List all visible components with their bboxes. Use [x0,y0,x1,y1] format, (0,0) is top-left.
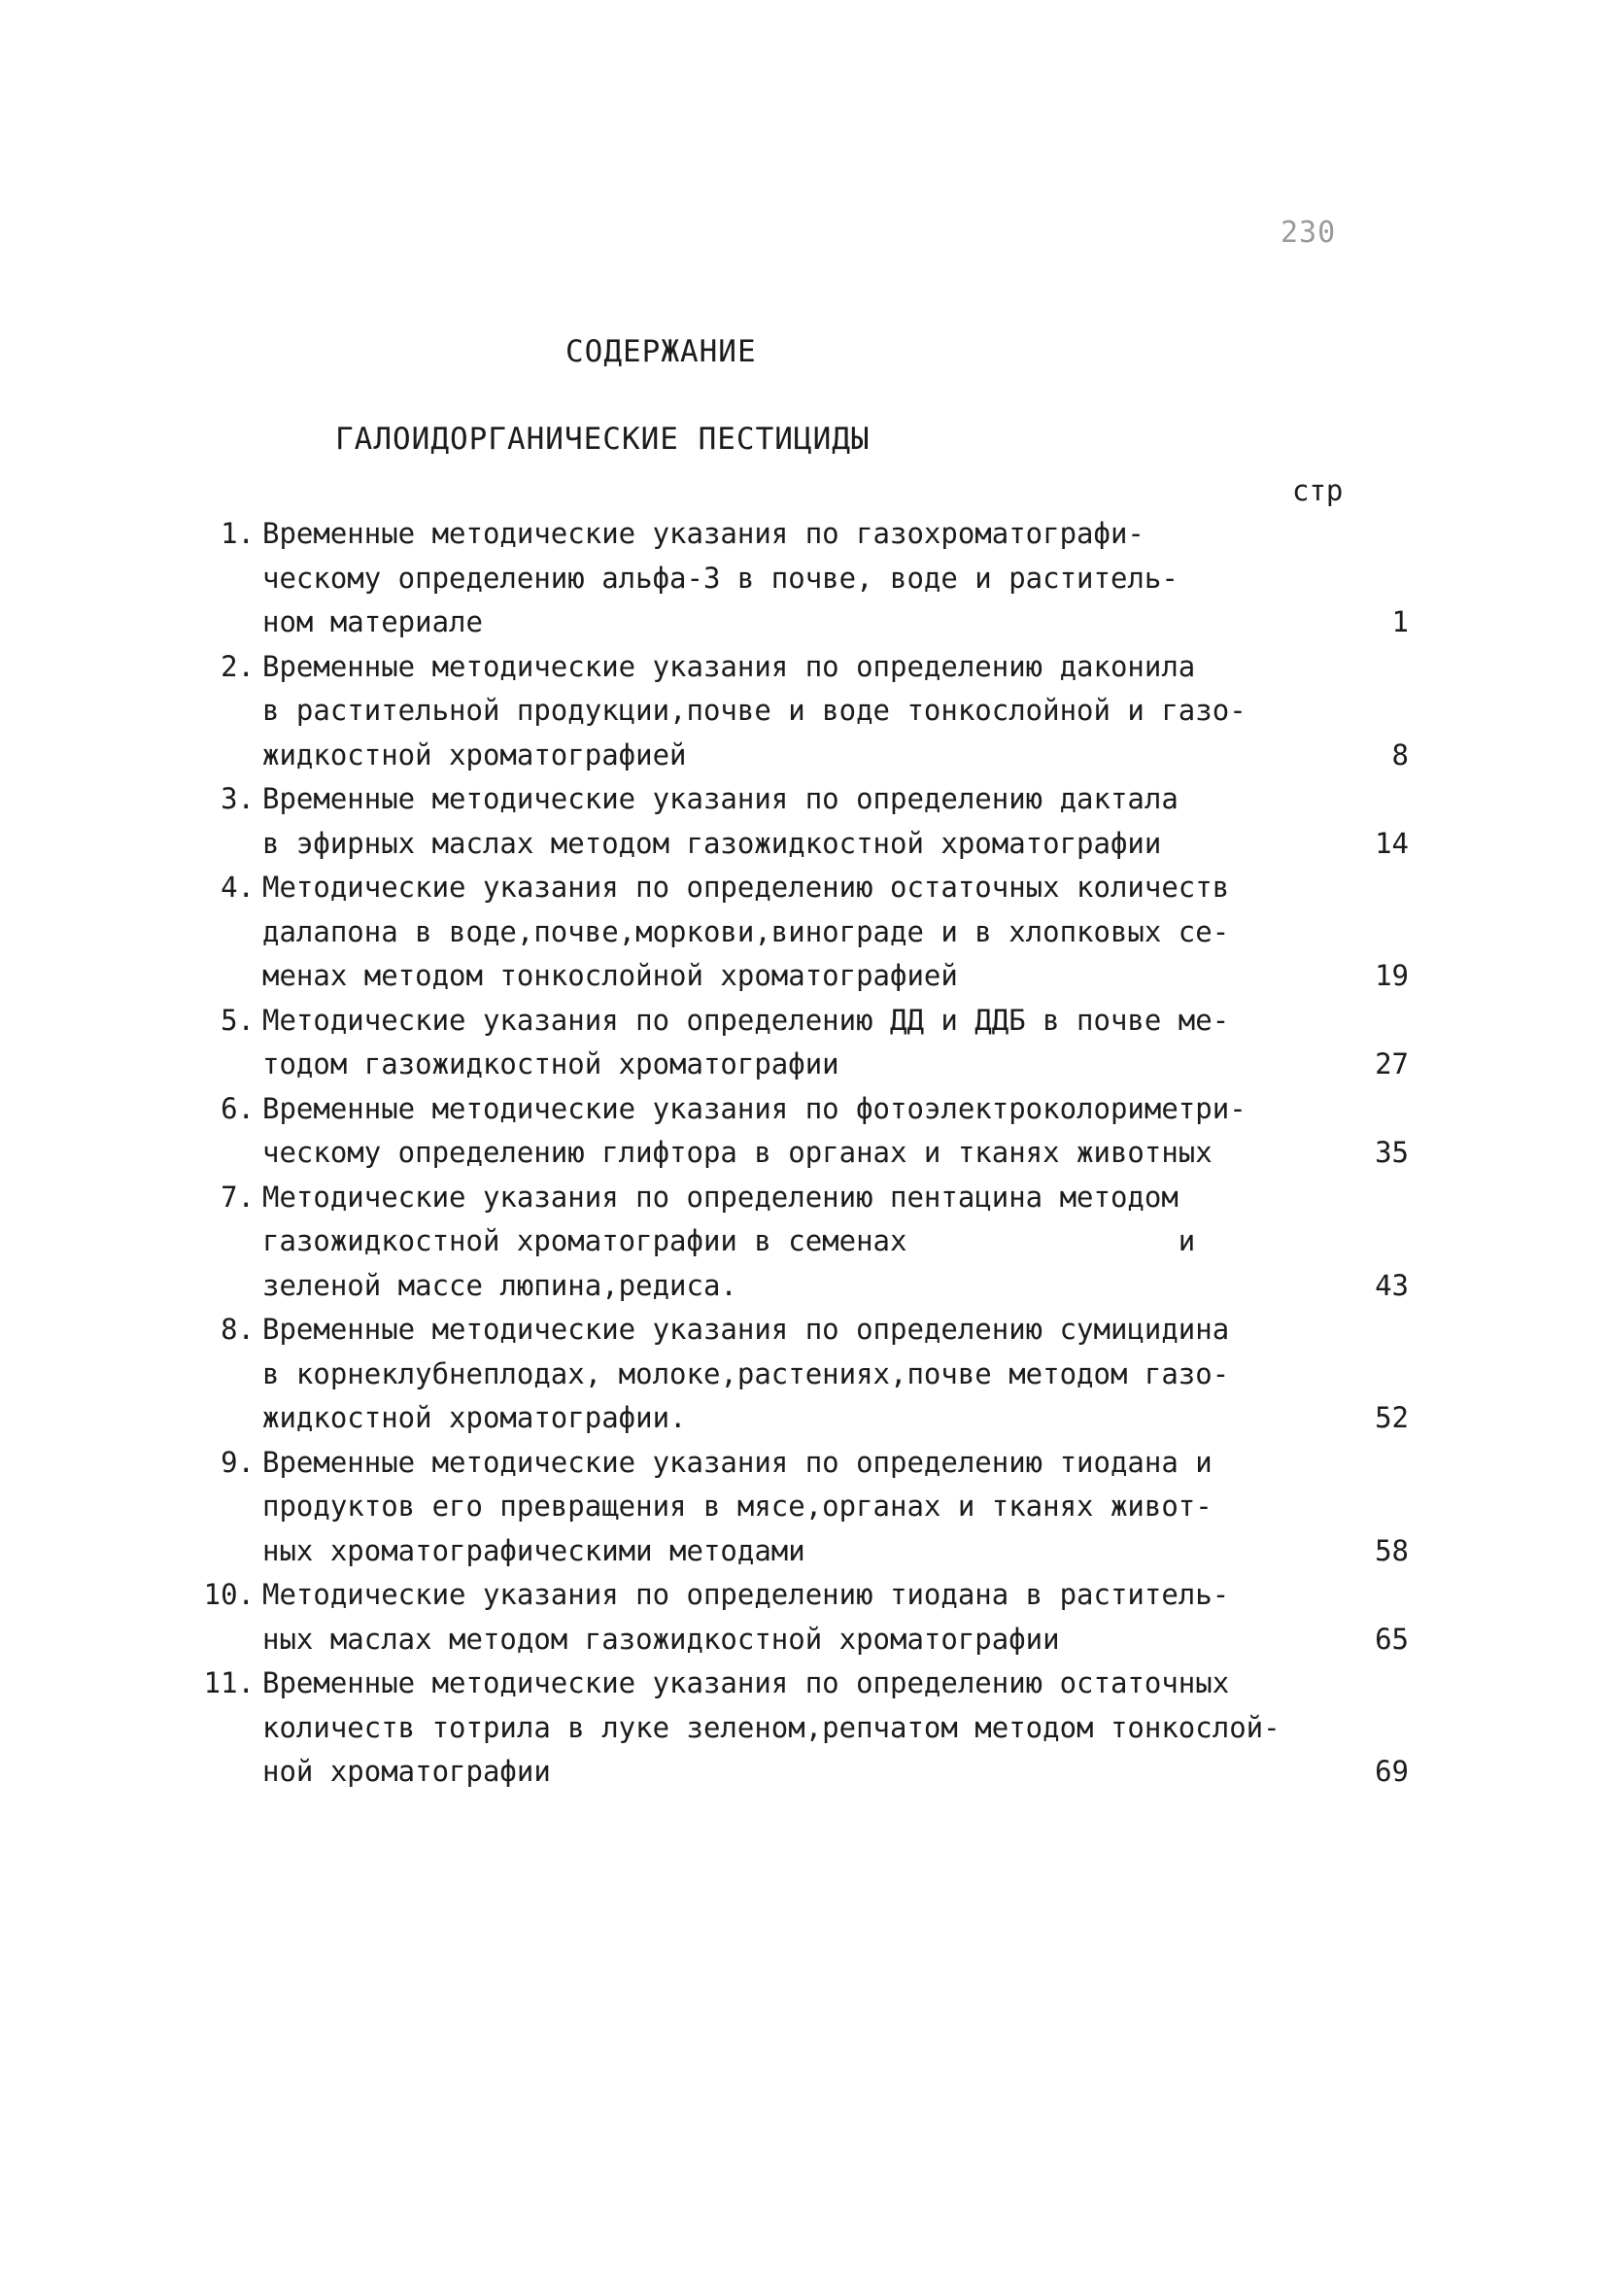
toc-entry-line: Временные методические указания по определению тиодана и [262,1445,1213,1479]
toc-entry-line: зеленой массе люпина,редиса. [262,1268,737,1302]
toc-entry-line: Временные методические указания по определению даконила [262,649,1196,683]
toc-entry-page: 27 [1375,1047,1409,1080]
toc-entry-5 [194,999,1409,1087]
page-number: 230 [1281,216,1337,250]
toc-entry-line: продуктов его превращения в мясе,органах и тканях живот- [262,1490,1213,1523]
toc-entry-text [262,1662,1312,1795]
toc-entry-6 [194,1087,1409,1176]
toc-entry-line: Методические указания по определению ДД и ДДБ в почве ме- [262,1003,1230,1037]
toc-entry-line: в эфирных маслах методом газожидкостной хроматографии [262,826,1162,860]
toc-entry-line: ческому определению альфа-3 в почве, воде и раститель- [262,561,1179,595]
toc-entry-line: далапона в воде,почве,моркови,винограде и в хлопковых се- [262,914,1230,948]
toc-entry-number: 2. [221,649,255,683]
document-title: СОДЕРЖАНИЕ [565,334,757,369]
toc-entry-7 [194,1176,1409,1309]
toc-entry-text [262,645,1312,778]
toc-entry-line: ной хроматографии [262,1755,551,1788]
toc-entry-page: 8 [1391,737,1409,771]
toc-entry-text [262,1176,1312,1309]
toc-entry-line: тодом газожидкостной хроматографии [262,1047,839,1080]
toc-entry-line: Временные методические указания по определению дактала [262,782,1179,815]
toc-entry-number: 6. [221,1091,255,1125]
toc-entry-text [262,1441,1312,1574]
toc-entry-line: ных хроматографическими методами [262,1533,805,1567]
toc-entry-number: 8. [221,1313,255,1346]
toc-entry-number: 5. [221,1003,255,1037]
toc-entry-text [262,1573,1312,1662]
toc-entry-line: Временные методические указания по определению сумицидина [262,1313,1230,1346]
toc-entry-line: количеств тотрила в луке зеленом,репчатом методом тонкослой- [262,1710,1281,1744]
toc-entry-line: Методические указания по определению пентацина методом [262,1180,1179,1214]
toc-entry-line: жидкостной хроматографией [262,737,687,771]
toc-entry-line: Временные методические указания по газохроматографи- [262,517,1145,550]
toc-entry-number: 4. [221,871,255,904]
toc-entry-line: в растительной продукции,почве и воде тонкослойной и газо- [262,694,1247,727]
toc-entry-2 [194,645,1409,778]
toc-entry-text [262,999,1312,1087]
toc-entry-number: 1. [221,517,255,550]
toc-entry-line: газожидкостной хроматографии в семенах и [262,1224,1196,1257]
toc-entry-text [262,1087,1312,1176]
toc-entry-number: 3. [221,782,255,815]
toc-entry-text [262,1308,1312,1441]
toc-entry-line: ческому определению глифтора в органах и тканях животных [262,1136,1213,1169]
toc-entry-line: ном материале [262,605,483,638]
toc-entry-line: ных маслах методом газожидкостной хроматографии [262,1622,1060,1656]
toc-entry-text [262,512,1312,645]
toc-entry-number: 10. [203,1578,255,1611]
toc-entry-line: жидкостной хроматографии. [262,1401,687,1434]
section-subtitle: ГАЛОИДОРГАНИЧЕСКИЕ ПЕСТИЦИДЫ [335,422,871,457]
toc-entry-page: 19 [1375,959,1409,992]
toc-entry-page: 58 [1375,1533,1409,1567]
toc-entry-8 [194,1308,1409,1441]
table-of-contents [194,512,1409,1795]
toc-entry-line: Методические указания по определению остаточных количеств [262,871,1230,904]
page-column-header: стр [1292,474,1344,507]
toc-entry-number: 7. [221,1180,255,1214]
toc-entry-page: 65 [1375,1622,1409,1656]
toc-entry-page: 1 [1391,605,1409,638]
toc-entry-page: 43 [1375,1268,1409,1302]
toc-entry-page: 14 [1375,826,1409,860]
toc-entry-11 [194,1662,1409,1795]
toc-entry-line: менах методом тонкослойной хроматографией [262,959,958,992]
toc-entry-number: 9. [221,1445,255,1479]
toc-entry-9 [194,1441,1409,1574]
toc-entry-3 [194,777,1409,866]
toc-entry-1 [194,512,1409,645]
toc-entry-line: Временные методические указания по определению остаточных [262,1666,1230,1699]
toc-entry-4 [194,866,1409,999]
toc-entry-page: 69 [1375,1755,1409,1788]
toc-entry-page: 52 [1375,1401,1409,1434]
toc-entry-line: Методические указания по определению тиодана в раститель- [262,1578,1230,1611]
toc-entry-line: Временные методические указания по фотоэлектроколориметри- [262,1091,1247,1125]
toc-entry-10 [194,1573,1409,1662]
toc-entry-number: 11. [203,1666,255,1699]
toc-entry-text [262,866,1312,999]
toc-entry-text [262,777,1312,866]
toc-entry-page: 35 [1375,1136,1409,1169]
toc-entry-line: в корнеклубнеплодах, молоке,растениях,почве методом газо- [262,1356,1230,1390]
